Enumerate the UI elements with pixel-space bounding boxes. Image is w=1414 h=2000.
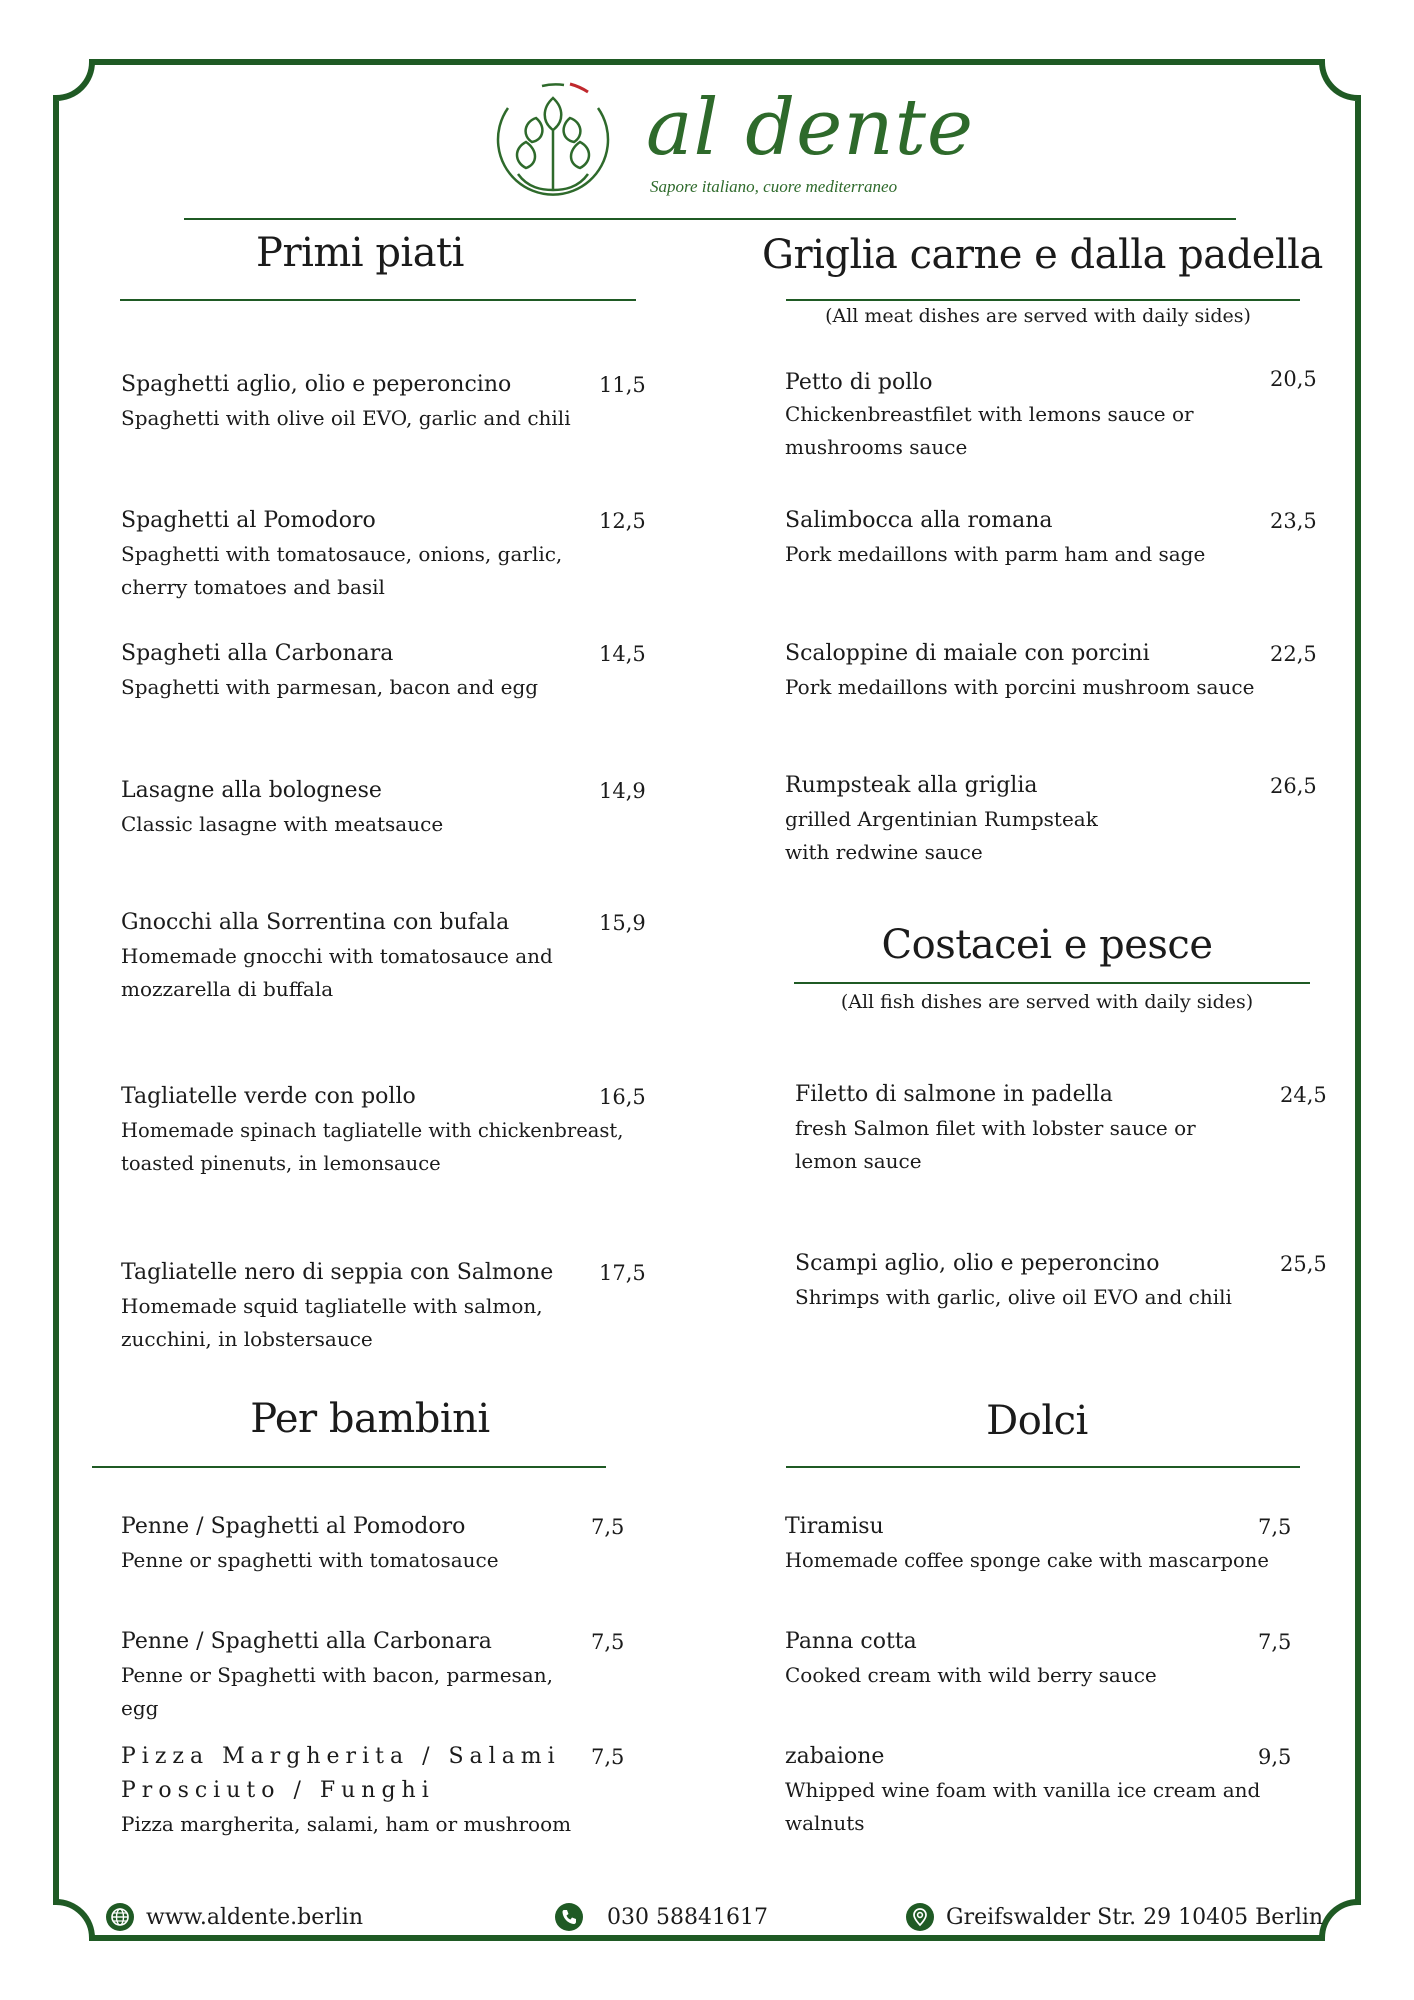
item-description: Homemade spinach tagliatelle with chickenbreast, toasted pinenuts, in lemonsauce — [121, 1119, 624, 1175]
item-description: grilled Argentinian Rumpsteak with redwine sauce — [785, 807, 1098, 864]
menu-item — [121, 1510, 641, 1577]
footer-website[interactable] — [106, 1900, 363, 1934]
brand-name: al dente — [646, 83, 975, 173]
section-divider-pesce — [794, 982, 1310, 984]
section-note-griglia: (All meat dishes are served with daily sides) — [825, 305, 1251, 327]
item-name: Tagliatelle nero di seppia con Salmone — [121, 1260, 554, 1285]
item-price: 14,5 — [599, 642, 646, 666]
item-name: Petto di pollo — [785, 370, 933, 395]
item-name: Filetto di salmone in padella — [795, 1082, 1113, 1107]
item-description: Pork medaillons with parm ham and sage — [785, 542, 1206, 566]
item-name: zabaione — [785, 1744, 885, 1769]
item-name: Spaghetti al Pomodoro — [121, 508, 376, 533]
item-price: 7,5 — [591, 1745, 625, 1769]
menu-item — [785, 1510, 1325, 1577]
section-title-bambini: Per bambini — [250, 1396, 490, 1442]
menu-item — [795, 1247, 1335, 1314]
item-name: Penne / Spaghetti alla Carbonara — [121, 1629, 492, 1654]
item-price: 20,5 — [1270, 367, 1317, 391]
item-name: Spagheti alla Carbonara — [121, 641, 394, 666]
item-name: Tagliatelle verde con pollo — [121, 1084, 416, 1109]
item-price: 22,5 — [1270, 642, 1317, 666]
menu-item — [785, 504, 1325, 571]
menu-item — [121, 637, 646, 704]
item-description: Penne or spaghetti with tomatosauce — [121, 1548, 499, 1572]
phone-icon — [555, 1903, 583, 1931]
item-name: Panna cotta — [785, 1629, 917, 1654]
item-description: Penne or Spaghetti with bacon, parmesan, egg — [121, 1663, 553, 1720]
item-description: Cooked cream with wild berry sauce — [785, 1663, 1157, 1687]
brand-tagline: Sapore italiano, cuore mediterraneo — [650, 177, 898, 196]
item-price: 7,5 — [591, 1630, 625, 1654]
menu-item — [121, 1256, 646, 1356]
footer-phone[interactable] — [555, 1900, 768, 1934]
menu-item — [121, 774, 646, 841]
section-title-primi: Primi piati — [256, 230, 464, 276]
item-description: Shrimps with garlic, olive oil EVO and chili — [795, 1285, 1232, 1309]
item-description: Homemade gnocchi with tomatosauce and mozzarella di buffala — [121, 944, 553, 1001]
item-price: 14,9 — [599, 779, 646, 803]
section-divider-dolci — [786, 1466, 1300, 1468]
menu-item — [785, 368, 1325, 464]
footer-address[interactable] — [906, 1900, 1323, 1934]
location-pin-icon — [906, 1903, 934, 1931]
item-name: Gnocchi alla Sorrentina con bufala — [121, 910, 510, 935]
menu-item — [785, 637, 1325, 704]
item-name: Salimbocca alla romana — [785, 508, 1053, 533]
item-name: Spaghetti aglio, olio e peperoncino — [121, 372, 512, 397]
header-divider — [184, 218, 1236, 220]
menu-item — [121, 1080, 661, 1180]
item-price: 12,5 — [599, 509, 646, 533]
item-description: Whipped wine foam with vanilla ice cream and walnuts — [785, 1778, 1261, 1835]
item-price: 7,5 — [1258, 1515, 1292, 1539]
menu-item — [121, 368, 646, 435]
item-price: 17,5 — [599, 1261, 646, 1285]
menu-item — [785, 1625, 1325, 1692]
item-name: Scaloppine di maiale con porcini — [785, 641, 1150, 666]
item-name: Scampi aglio, olio e peperoncino — [795, 1251, 1160, 1276]
item-price: 9,5 — [1258, 1745, 1292, 1769]
section-title-dolci: Dolci — [986, 1398, 1088, 1444]
item-description: Spaghetti with olive oil EVO, garlic and chili — [121, 406, 571, 430]
address-text[interactable]: Greifswalder Str. 29 10405 Berlin — [946, 1904, 1324, 1930]
menu-item — [785, 769, 1325, 869]
section-title-pesce: Costacei e pesce — [881, 922, 1213, 968]
item-name: Lasagne alla bolognese — [121, 778, 382, 803]
menu-item — [121, 1625, 641, 1725]
item-description: Spaghetti with tomatosauce, onions, garlic, cherry tomatoes and basil — [121, 542, 563, 599]
item-price: 7,5 — [1258, 1630, 1292, 1654]
menu-item — [121, 1740, 641, 1841]
item-price: 11,5 — [599, 373, 646, 397]
item-description: Pork medaillons with porcini mushroom sauce — [785, 675, 1255, 699]
item-name: Rumpsteak alla griglia — [785, 773, 1038, 798]
section-title-griglia: Griglia carne e dalla padella — [762, 232, 1323, 278]
section-divider-primi — [120, 299, 636, 301]
phone-number[interactable]: 030 58841617 — [607, 1904, 768, 1930]
item-price: 24,5 — [1280, 1083, 1327, 1107]
section-note-pesce: (All fish dishes are served with daily sides) — [840, 991, 1254, 1013]
item-name: Pizza Margherita / Salami Prosciuto / Funghi — [121, 1744, 561, 1803]
item-price: 23,5 — [1270, 509, 1317, 533]
wheat-leaf-logo-icon — [478, 78, 628, 208]
section-divider-bambini — [92, 1466, 606, 1468]
item-description: Homemade coffee sponge cake with mascarpone — [785, 1549, 1269, 1572]
item-price: 7,5 — [591, 1515, 625, 1539]
brand-logo — [478, 78, 975, 208]
item-price: 16,5 — [599, 1085, 646, 1109]
menu-item — [121, 906, 646, 1006]
item-description: Classic lasagne with meatsauce — [121, 812, 444, 836]
item-price: 25,5 — [1280, 1252, 1327, 1276]
menu-item — [795, 1078, 1335, 1178]
section-divider-griglia — [786, 299, 1300, 301]
item-description: Spaghetti with parmesan, bacon and egg — [121, 675, 539, 699]
item-description: Homemade squid tagliatelle with salmon, zucchini, in lobstersauce — [121, 1294, 543, 1351]
item-description: fresh Salmon filet with lobster sauce or lemon sauce — [795, 1116, 1196, 1173]
globe-icon — [106, 1903, 134, 1931]
item-price: 26,5 — [1270, 774, 1317, 798]
item-description: Chickenbreastfilet with lemons sauce or mushrooms sauce — [785, 402, 1194, 459]
menu-item — [121, 504, 646, 604]
item-name: Penne / Spaghetti al Pomodoro — [121, 1514, 466, 1539]
item-description: Pizza margherita, salami, ham or mushroom — [121, 1812, 572, 1836]
website-link[interactable]: www.aldente.berlin — [146, 1904, 364, 1930]
item-price: 15,9 — [599, 911, 646, 935]
item-name: Tiramisu — [785, 1514, 884, 1539]
menu-item — [785, 1740, 1325, 1840]
